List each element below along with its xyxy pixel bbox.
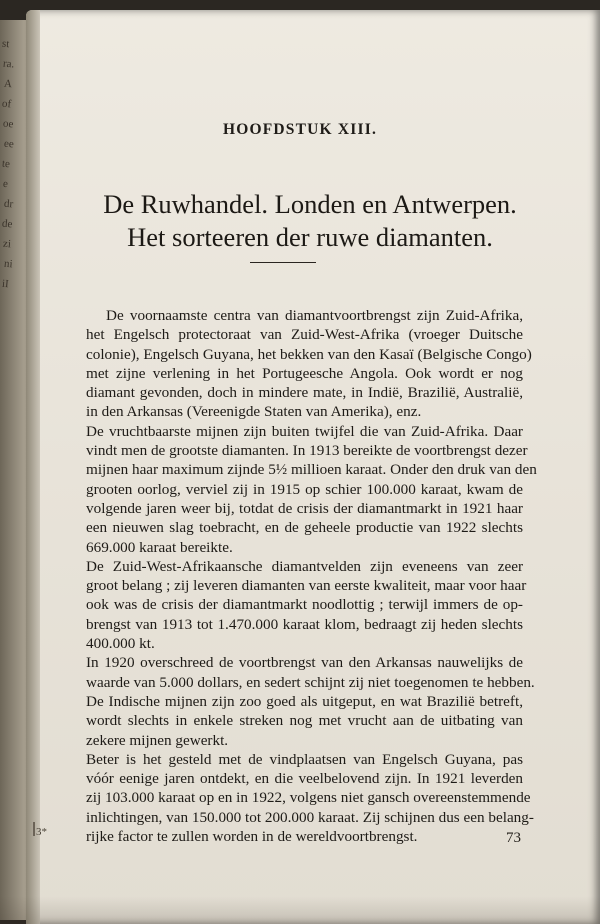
body-line: inlichtingen, van 150.000 tot 200.000 karaat. Zij schijnen dus een belang-	[86, 808, 534, 826]
footer-mark	[33, 822, 35, 836]
body-line: waarde van 5.000 dollars, en sedert schijnt zij niet toegenomen te hebben.	[86, 673, 535, 691]
body-line: groot belang ; zij leveren diamanten van eerste kwaliteit, maar voor haar	[86, 577, 527, 595]
body-line: vindt men de grootste diamanten. In 1913 bereikte de voortbrengst dezer	[86, 442, 528, 460]
body-line: Beter is het gesteld met de vindplaatsen van Engelsch Guyana, pas	[86, 750, 523, 768]
body-line: colonie), Engelsch Guyana, het bekken van den Kasaï (Belgische Congo)	[86, 345, 532, 363]
page-number: 73	[506, 830, 521, 846]
body-line: De vruchtbaarste mijnen zijn buiten twijfel die van Zuid-Afrika. Daar	[86, 422, 523, 440]
left-page-fragment: zi	[2, 237, 12, 251]
body-line: een nieuwen slag toebracht, en de geheele productie van 1922 slechts	[86, 519, 523, 537]
title-line-2: Het sorteeren der ruwe diamanten.	[127, 222, 493, 252]
body-line: diamant gevonden, doch in mindere mate, in Indië, Brazilië, Australië,	[86, 384, 523, 402]
left-page-fragment: de	[1, 217, 13, 231]
left-page-fragment: ni	[3, 257, 14, 271]
body-text	[86, 306, 537, 846]
body-line: zekere mijnen gewerkt.	[86, 731, 229, 749]
body-line: vóór eenige jaren ontdekt, en die veelbelovend zijn. In 1921 leverden	[86, 770, 523, 788]
left-page-fragment: oe	[2, 117, 14, 131]
chapter-title	[0, 188, 600, 254]
body-line: met zijne verlening in het Portugeesche Angola. Ook wordt er nog	[86, 364, 523, 382]
body-line: ook was de crisis der diamantmarkt noodlottig ; terwijl immers de op-	[86, 596, 523, 614]
left-page-fragment: ra.	[2, 57, 15, 71]
left-page-fragment: ee	[3, 137, 15, 151]
title-line-1: De Ruwhandel. Londen en Antwerpen.	[103, 189, 517, 219]
title-divider	[250, 262, 316, 263]
body-line: rijke factor te zullen worden in de wereldvoortbrengst.	[86, 828, 418, 846]
bottom-shadow	[0, 896, 600, 924]
left-page-fragment: te	[1, 157, 11, 171]
chapter-heading: HOOFDSTUK XIII.	[222, 121, 378, 138]
body-line: 669.000 karaat bereikte.	[86, 538, 233, 556]
body-line: wordt slechts in enkele streken nog met vrucht aan de uitbating van	[86, 712, 523, 730]
body-line: in den Arkansas (Vereenigde Staten van Amerika), enz.	[86, 403, 422, 421]
left-page-fragment: A	[3, 77, 13, 91]
left-page-fragment: iI	[1, 277, 10, 291]
body-line: In 1920 overschreed de voortbrengst van den Arkansas nauwelijks de	[86, 654, 523, 672]
page-gutter	[26, 10, 40, 924]
left-page-fragment: e	[2, 177, 9, 191]
body-line: De Zuid-West-Afrikaansche diamantvelden zijn eveneens van zeer	[86, 557, 523, 575]
body-line: volgende jaren weer bij, totdat de crisis der diamantmarkt in 1921 haar	[86, 499, 523, 517]
left-page-fragment: st	[1, 37, 10, 51]
body-line: mijnen haar maximum zijnde 5½ millioen karaat. Onder den druk van den	[86, 461, 537, 479]
body-line: grooten oorlog, verviel zij in 1915 op schier 100.000 karaat, kwam de	[86, 480, 523, 498]
body-line: het Engelsch protectoraat van Zuid-West-Afrika (vroeger Duitsche	[86, 326, 523, 344]
left-page-fragment: dr	[3, 197, 14, 211]
body-line: De voornaamste centra van diamantvoortbrengst zijn Zuid-Afrika,	[106, 307, 523, 324]
left-page-fragment: of	[1, 97, 12, 111]
body-line: De Indische mijnen zijn zoo goed als uitgeput, en wat Brazilië betreft,	[86, 692, 523, 710]
body-line: brengst van 1913 tot 1.470.000 karaat klom, bedraagt zij heden slechts	[86, 615, 523, 633]
body-line: 400.000 kt.	[86, 635, 155, 653]
signature-mark: 3*	[36, 826, 47, 838]
body-line: zij 103.000 karaat op en in 1922, volgens niet gansch overeenstemmende	[86, 789, 531, 807]
